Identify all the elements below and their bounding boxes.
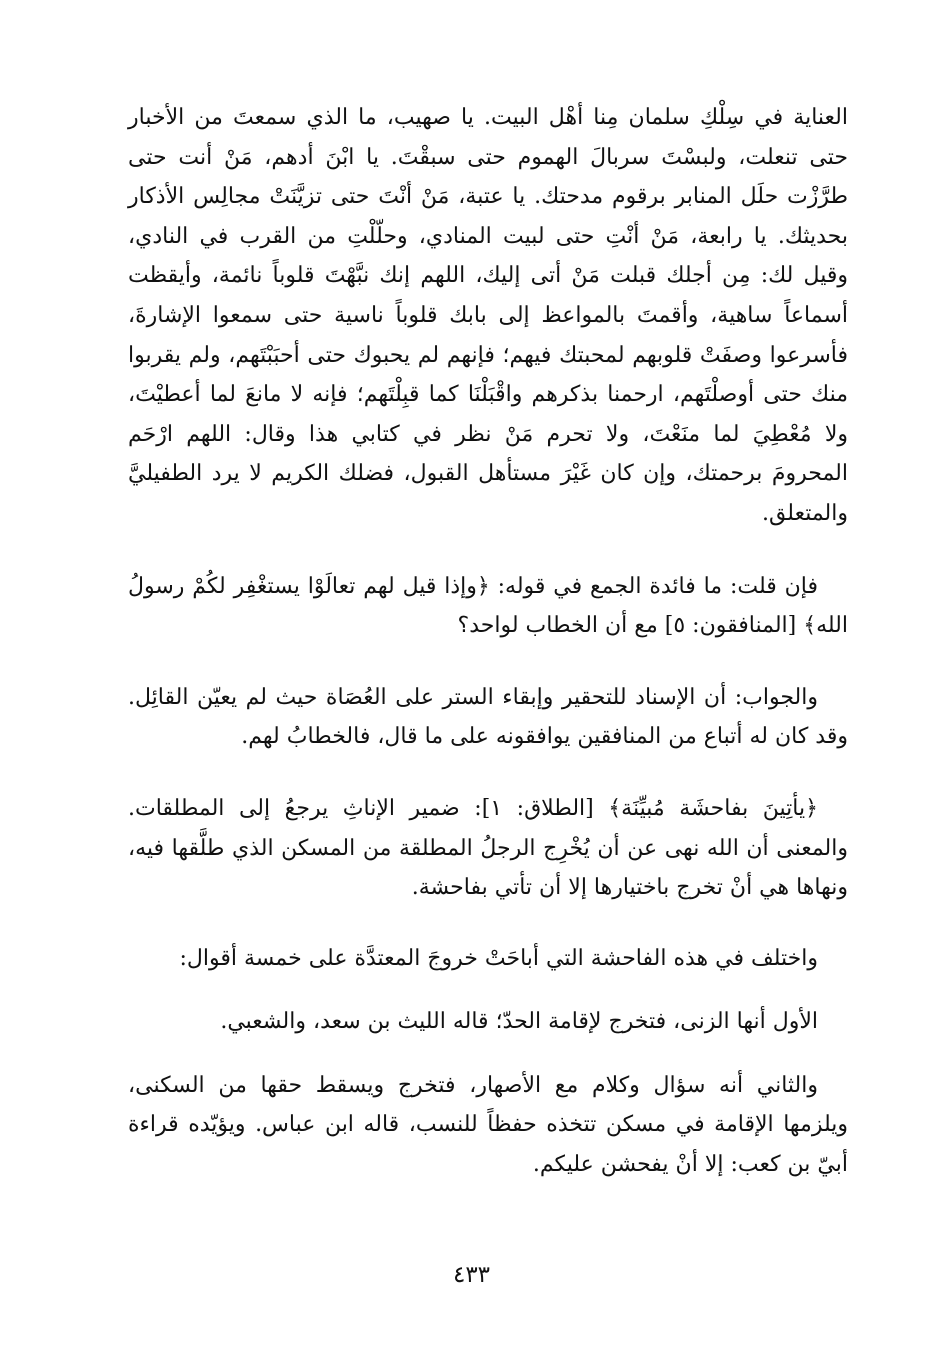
- paragraph-verse-divorce: ﴿يأتِينَ بفاحشَة مُبيِّنَة﴾ [الطلاق: ١]: ضمير الإناثِ يرجعُ إلى المطلقات. والمعنى أن الله نهى عن أن يُخْرِج الرجلُ المطلقة من المسكن الذي طلَّقها فيه، ونهاها هي أنْ تخرج باختيارها إلا أن تأتي بفاحشة.: [128, 795, 848, 901]
- paragraph-opinion-first: الأول أنها الزنى، فتخرج لإقامة الحدّ؛ قاله الليث بن سعد، والشعبي.: [220, 1009, 818, 1035]
- page-number: ٤٣٣: [452, 1262, 491, 1288]
- page-body: [128, 98, 848, 1185]
- paragraph-answer: والجواب: أن الإسناد للتحقير وإبقاء الستر على العُصَاة حيث لم يعيّن القائِل. وقد كان له أتباع من المنافقين يوافقونه على ما قال، فالخطابُ لهم.: [128, 684, 848, 750]
- paragraph-opinions-intro: واختلف في هذه الفاحشة التي أباحَتْ خروجَ المعتدَّة على خمسة أقوال:: [179, 945, 818, 971]
- paragraph-supplication: العناية في سِلْكِ سلمان مِنا أهْل البيت. يا صهيب، ما الذي سمعتَ من الأخبار حتى تنعلت، ولبسْتَ سربالَ الهموم حتى سبقْتَ. يا ابْنَ أدهم، مَنْ أنت حتى طرَّزْت حلَل المنابر برقوم مدحتك. يا عتبة، مَنْ أنْتَ حتى تزيَّنَتْ مجالِس الأذكار بحديثك. يا رابعة، مَنْ أنْتِ حتى لبيت المنادي، وحلّلْتِ من القرب في النادي، وقيل لك: مِن أجلك قبلت مَنْ أتى إليك، اللهم إنك نبَّهْتَ قلوباً نائمة، وأيقظت أسماعاً ساهية، وأقمتَ بالمواعظ إلى بابك قلوباً ناسية حتى سمعوا الإشارةَ، فأسرعوا وصفَتْ قلوبهم لمحبتك فيهم؛ فإنهم لم يحبوك حتى أحبَبْتَهم، ولم يقربوا منك حتى أوصلْتَهم، ارحمنا بذكرهم واقْبَلْنَا كما قبِلْتَهم؛ فإنه لا مانعَ لما أعطيْتَ، ولا مُعْطِيَ لما منَعْتَ، ولا تحرم مَنْ نظر في كتابي هذا وقال: اللهم ارْحَم المحرومَ برحمتك، وإن كان غَيْرَ مستأهل القبول، فضلك الكريم لا يرد الطفيليَّ والمتعلق.: [128, 105, 848, 526]
- paragraph-opinion-second: والثاني أنه سؤال وكلام مع الأصهار، فتخرج ويسقط حقها من السكنى، ويلزمها الإقامة في مسكن تتخذه حفظاً للنسب، قاله ابن عباس. ويؤيّده قراءة أبيّ بن كعب: إلا أنْ يفحشن عليكم.: [128, 1072, 848, 1178]
- paragraph-question: فإن قلت: ما فائدة الجمع في قوله: ﴿وإذا قيل لهم تعالَوْا يستغْفِر لكُمْ رسولُ الله﴾ [المنافقون: ٥] مع أن الخطاب لواحد؟: [128, 573, 848, 639]
